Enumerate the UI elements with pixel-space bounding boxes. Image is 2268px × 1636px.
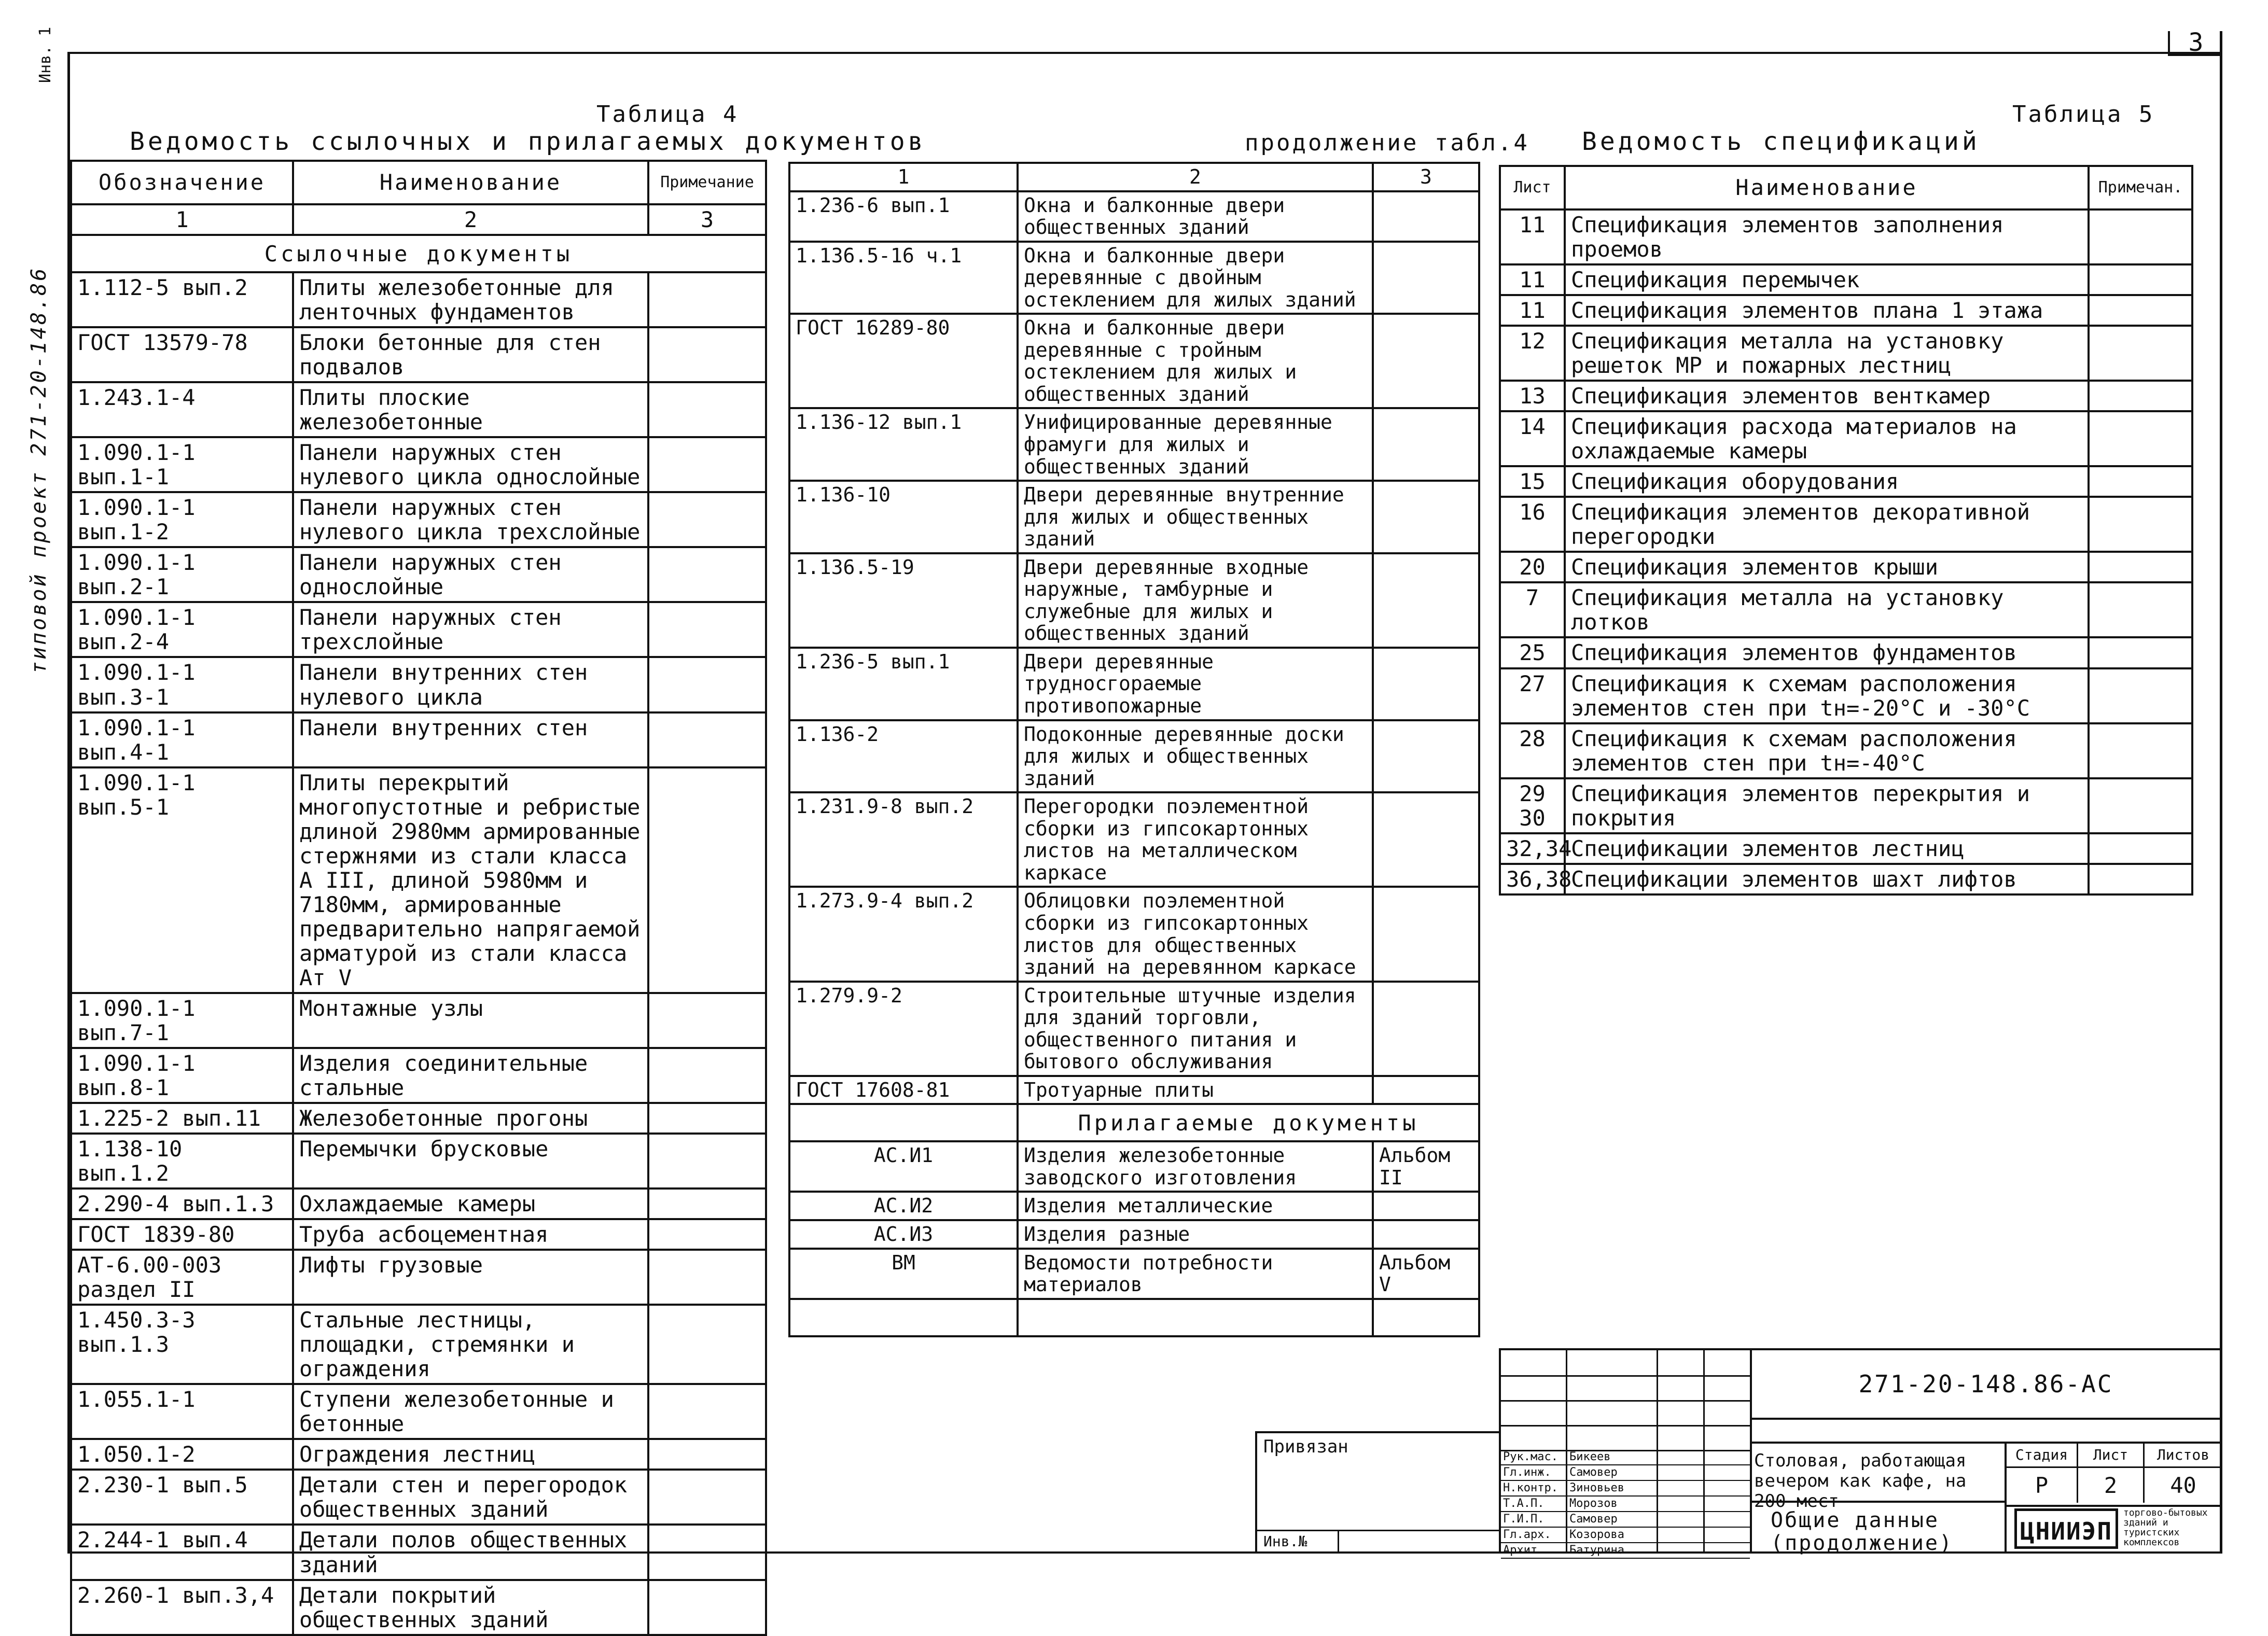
table-row (789, 792, 1479, 887)
document-name: Изделия металлические (1018, 1192, 1373, 1220)
spec-note (2089, 381, 2192, 411)
table-row (71, 547, 766, 602)
table4-continuation (788, 162, 1480, 1337)
table-row (1500, 497, 2192, 552)
document-note (648, 437, 766, 492)
table-row (789, 191, 1479, 242)
document-name: Труба асбоцементная (293, 1219, 648, 1250)
table-row (1500, 381, 2192, 411)
spec-sheet-number: 20 (1500, 552, 1565, 582)
table-row (71, 1470, 766, 1525)
stage-label: Стадия (2007, 1444, 2078, 1468)
document-code: 1.090.1-1 вып.1-2 (71, 492, 293, 547)
document-note (648, 993, 766, 1048)
spec-sheet-number: 15 (1500, 466, 1565, 497)
column-header: Наименование (293, 161, 648, 204)
table-row (71, 1250, 766, 1305)
title-block (1499, 1348, 2222, 1557)
spec-name: Спецификация элементов фундаментов (1565, 637, 2089, 668)
document-name: Тротуарные плиты (1018, 1076, 1373, 1104)
table-row (71, 327, 766, 382)
column-number: 3 (648, 204, 766, 235)
spec-sheet-number: 27 (1500, 668, 1565, 723)
document-code: 1.055.1-1 (71, 1384, 293, 1439)
spec-sheet-number: 28 (1500, 723, 1565, 778)
spec-sheet-number: 32,34 (1500, 833, 1565, 864)
document-name: Панели внутренних стен (293, 712, 648, 767)
signature-name: Самовер (1569, 1466, 1618, 1479)
document-note (648, 1525, 766, 1579)
document-code: АС.И2 (789, 1192, 1018, 1220)
table-row (71, 1103, 766, 1134)
table-row (71, 382, 766, 437)
column-number: 2 (1018, 163, 1373, 191)
table-row (71, 657, 766, 712)
document-note (1373, 648, 1479, 720)
document-note (1373, 792, 1479, 887)
signature-name: Морозов (1569, 1497, 1618, 1510)
table-row (1500, 637, 2192, 668)
spec-name: Спецификация элементов венткамер (1565, 381, 2089, 411)
table-row (789, 1076, 1479, 1104)
document-name: Подоконные деревянные доски для жилых и общественных зданий (1018, 720, 1373, 793)
stage-block (2007, 1442, 2222, 1507)
table-row (1500, 778, 2192, 833)
document-name: Железобетонные прогоны (293, 1103, 648, 1134)
table-row (1500, 668, 2192, 723)
column-header: Обозначение (71, 161, 293, 204)
document-note (1373, 887, 1479, 981)
org-logo: ЦНИИЭП (2014, 1508, 2118, 1549)
column-number: 1 (71, 204, 293, 235)
document-code: 1.090.1-1 вып.4-1 (71, 712, 293, 767)
table-row (71, 1525, 766, 1579)
document-note (648, 1250, 766, 1305)
document-name: Детали покрытий общественных зданий (293, 1580, 648, 1635)
document-name: Окна и балконные двери деревянные с двойным остеклением для жилых зданий (1018, 242, 1373, 314)
document-name: Стальные лестницы, площадки, стремянки и ограждения (293, 1305, 648, 1384)
document-note (648, 657, 766, 712)
table-row (71, 1384, 766, 1439)
document-note (1373, 1076, 1479, 1104)
document-code: 1.279.9-2 (789, 982, 1018, 1076)
spec-name: Спецификации элементов лестниц (1565, 833, 2089, 864)
document-code: 1.090.1-1 вып.2-1 (71, 547, 293, 602)
document-code: ВМ (789, 1249, 1018, 1299)
spec-name: Спецификация элементов крыши (1565, 552, 2089, 582)
signature-role: Гл.арх. (1503, 1528, 1551, 1541)
table4-cont-label: продолжение табл.4 (1245, 130, 1529, 156)
document-code: 2.230-1 вып.5 (71, 1470, 293, 1525)
document-code: ГОСТ 17608-81 (789, 1076, 1018, 1104)
document-code: 2.244-1 вып.4 (71, 1525, 293, 1579)
document-name: Ступени железобетонные и бетонные (293, 1384, 648, 1439)
table-row (1500, 833, 2192, 864)
table-row (71, 993, 766, 1048)
section-heading: Прилагаемые документы (1018, 1104, 1479, 1141)
table-row (1500, 166, 2192, 209)
frame-top (67, 52, 2220, 54)
table-row (1500, 411, 2192, 466)
document-note (1373, 314, 1479, 408)
document-name: Лифты грузовые (293, 1250, 648, 1305)
sheets-value: 40 (2170, 1473, 2196, 1498)
table-row (789, 982, 1479, 1076)
document-code: 1.090.1-1 вып.3-1 (71, 657, 293, 712)
org-subtitle: торгово-бытовых зданий и туристских комплексов (2123, 1507, 2208, 1548)
spec-note (2089, 209, 2192, 264)
document-note (648, 712, 766, 767)
table-row (789, 1104, 1479, 1141)
privyazan-label: Привязан (1263, 1436, 1348, 1457)
spec-note (2089, 552, 2192, 582)
signature-name: Батурина (1569, 1544, 1624, 1557)
spec-sheet-number: 11 (1500, 295, 1565, 326)
table-row (789, 887, 1479, 981)
spec-note (2089, 326, 2192, 381)
spec-sheet-number: 25 (1500, 637, 1565, 668)
section-heading: Ссылочные документы (71, 235, 766, 272)
spec-name: Спецификация к схемам расположения элементов стен при tн=-20°С и -30°С (1565, 668, 2089, 723)
signature-row (1501, 1450, 1750, 1465)
spec-name: Спецификация металла на установку лотков (1565, 582, 2089, 637)
spec-note (2089, 264, 2192, 295)
table-row (1500, 552, 2192, 582)
column-header: Примечан. (2089, 166, 2192, 209)
empty-cell (1373, 1299, 1479, 1336)
document-name: Перемычки брусковые (293, 1134, 648, 1188)
spec-sheet-number: 12 (1500, 326, 1565, 381)
table-row (789, 648, 1479, 720)
spec-sheet-number: 11 (1500, 264, 1565, 295)
table-row (71, 235, 766, 272)
spec-note (2089, 723, 2192, 778)
signature-list (1501, 1450, 1750, 1559)
spec-name: Спецификация элементов плана 1 этажа (1565, 295, 2089, 326)
table-row (789, 1192, 1479, 1220)
table-row (71, 272, 766, 327)
inv-label: Инв.№ (1263, 1533, 1307, 1550)
document-code: АС.И3 (789, 1220, 1018, 1249)
spec-name: Спецификация элементов заполнения проемов (1565, 209, 2089, 264)
document-note (648, 602, 766, 657)
table4 (70, 160, 767, 1636)
document-code: 1.136-2 (789, 720, 1018, 793)
document-name: Плиты железобетонные для ленточных фундаментов (293, 272, 648, 327)
spec-note (2089, 295, 2192, 326)
signature-role: Н.контр. (1503, 1481, 1558, 1494)
document-code: 1.090.1-1 вып.2-4 (71, 602, 293, 657)
privyazan-block (1255, 1431, 1501, 1554)
document-code: 2.290-4 вып.1.3 (71, 1188, 293, 1219)
spec-name: Спецификация перемычек (1565, 264, 2089, 295)
table-row (789, 242, 1479, 314)
table-row (71, 1219, 766, 1250)
column-header: Лист (1500, 166, 1565, 209)
sheet-value: 2 (2078, 1468, 2145, 1503)
signature-name: Бикеев (1569, 1450, 1611, 1463)
table-row (71, 1048, 766, 1103)
document-code: ГОСТ 13579-78 (71, 327, 293, 382)
stage-value: Р (2007, 1468, 2078, 1503)
document-note (648, 1048, 766, 1103)
signature-row (1501, 1512, 1750, 1528)
spec-name: Спецификация металла на установку решеток МР и пожарных лестниц (1565, 326, 2089, 381)
document-name: Унифицированные деревянные фрамуги для жилых и общественных зданий (1018, 408, 1373, 481)
document-name: Блоки бетонные для стен подвалов (293, 327, 648, 382)
table-row (789, 1141, 1479, 1192)
signature-grid (1501, 1350, 1752, 1557)
spec-sheet-number: 36,38 (1500, 864, 1565, 894)
table4-title: Ведомость ссылочных и прилагаемых документов (130, 127, 926, 156)
table-row (789, 481, 1479, 553)
document-name: Охлаждаемые камеры (293, 1188, 648, 1219)
document-code: 1.090.1-1 вып.8-1 (71, 1048, 293, 1103)
spec-name: Спецификация элементов декоративной перегородки (1565, 497, 2089, 552)
column-number: 3 (1373, 163, 1479, 191)
document-note (648, 1384, 766, 1439)
table-row (789, 408, 1479, 481)
spec-sheet-number: 13 (1500, 381, 1565, 411)
document-code: 1.138-10 вып.1.2 (71, 1134, 293, 1188)
document-note (1373, 191, 1479, 242)
document-code: 1.090.1-1 вып.5-1 (71, 767, 293, 993)
document-name: Перегородки поэлементной сборки из гипсокартонных листов на металлическом каркасе (1018, 792, 1373, 887)
signature-row (1501, 1528, 1750, 1543)
table-row (789, 1220, 1479, 1249)
spec-note (2089, 582, 2192, 637)
column-header: Примечание (648, 161, 766, 204)
document-name: Панели наружных стен трехслойные (293, 602, 648, 657)
document-name: Панели наружных стен однослойные (293, 547, 648, 602)
table5-label: Таблица 5 (2012, 101, 2155, 128)
spec-note (2089, 411, 2192, 466)
spec-sheet-number: 29 30 (1500, 778, 1565, 833)
document-code: ГОСТ 16289-80 (789, 314, 1018, 408)
document-code: 1.273.9-4 вып.2 (789, 887, 1018, 981)
signature-role: Т.А.П. (1503, 1497, 1545, 1510)
column-header: Наименование (1565, 166, 2089, 209)
document-note: Альбом II (1373, 1141, 1479, 1192)
spec-name: Спецификации элементов шахт лифтов (1565, 864, 2089, 894)
table4-label: Таблица 4 (596, 101, 739, 128)
table-row (1500, 466, 2192, 497)
document-note (1373, 720, 1479, 793)
margin-vertical-text: типовой проект 271-20-148.86 (27, 266, 51, 674)
signature-name: Зиновьев (1569, 1481, 1624, 1494)
document-code: 1.050.1-2 (71, 1439, 293, 1470)
table-row (789, 163, 1479, 191)
document-name: Двери деревянные внутренние для жилых и общественных зданий (1018, 481, 1373, 553)
document-note (1373, 242, 1479, 314)
document-name: Детали полов общественных зданий (293, 1525, 648, 1579)
document-name: Панели наружных стен нулевого цикла трехслойные (293, 492, 648, 547)
document-code: 1.136-12 вып.1 (789, 408, 1018, 481)
spec-name: Спецификация расхода материалов на охлаждаемые камеры (1565, 411, 2089, 466)
table-row (71, 204, 766, 235)
document-note (648, 1134, 766, 1188)
document-note (648, 1219, 766, 1250)
document-name: Детали стен и перегородок общественных зданий (293, 1470, 648, 1525)
document-name: Ограждения лестниц (293, 1439, 648, 1470)
document-name: Изделия соединительные стальные (293, 1048, 648, 1103)
empty-cell (789, 1299, 1018, 1336)
document-name: Плиты плоские железобетонные (293, 382, 648, 437)
document-code: АС.И1 (789, 1141, 1018, 1192)
signature-role: Г.И.П. (1503, 1513, 1545, 1526)
document-name: Панели внутренних стен нулевого цикла (293, 657, 648, 712)
document-note (648, 547, 766, 602)
document-code: 1.243.1-4 (71, 382, 293, 437)
document-name: Облицовки поэлементной сборки из гипсокартонных листов для общественных зданий на деревянном каркасе (1018, 887, 1373, 981)
sheet-title: Общие данные (продолжение) (1750, 1503, 2007, 1554)
table-row (71, 1439, 766, 1470)
document-note (648, 767, 766, 993)
document-name: Изделия разные (1018, 1220, 1373, 1249)
margin-top-code: Инв. 1 (36, 26, 54, 83)
table-row (71, 767, 766, 993)
table-row (71, 161, 766, 204)
document-note (1373, 1220, 1479, 1249)
document-code: 1.236-6 вып.1 (789, 191, 1018, 242)
document-note (1373, 553, 1479, 648)
table-row (789, 720, 1479, 793)
document-name: Окна и балконные двери общественных зданий (1018, 191, 1373, 242)
document-note: Альбом V (1373, 1249, 1479, 1299)
table-row (71, 1188, 766, 1219)
table-row (1500, 264, 2192, 295)
document-code: 1.136-10 (789, 481, 1018, 553)
doc-code: 271-20-148.86-АС (1750, 1350, 2222, 1420)
document-name: Двери деревянные трудносгораемые противопожарные (1018, 648, 1373, 720)
document-code: 1.236-5 вып.1 (789, 648, 1018, 720)
document-code: 1.225-2 вып.11 (71, 1103, 293, 1134)
signature-row (1501, 1481, 1750, 1497)
signature-name: Самовер (1569, 1513, 1618, 1526)
spec-sheet-number: 11 (1500, 209, 1565, 264)
spec-sheet-number: 7 (1500, 582, 1565, 637)
table-row (1500, 295, 2192, 326)
table-row (71, 1134, 766, 1188)
sheets-label: Листов (2145, 1444, 2222, 1468)
signature-row (1501, 1543, 1750, 1559)
column-number: 1 (789, 163, 1018, 191)
signature-role: Архит. (1503, 1544, 1545, 1557)
document-note (648, 272, 766, 327)
spec-note (2089, 637, 2192, 668)
signature-role: Рук.мас. (1503, 1450, 1558, 1463)
document-note (648, 1439, 766, 1470)
document-code: 1.136.5-16 ч.1 (789, 242, 1018, 314)
spec-sheet-number: 16 (1500, 497, 1565, 552)
document-note (1373, 408, 1479, 481)
table-row (789, 1299, 1479, 1336)
spec-note (2089, 668, 2192, 723)
document-note (1373, 481, 1479, 553)
table-row (789, 1249, 1479, 1299)
table-row (1500, 209, 2192, 264)
sheet-number: 3 (2168, 31, 2222, 56)
spec-note (2089, 864, 2192, 894)
empty-cell (1018, 1299, 1373, 1336)
table-row (1500, 864, 2192, 894)
spec-note (2089, 833, 2192, 864)
document-note (648, 382, 766, 437)
document-note (648, 1305, 766, 1384)
spec-sheet-number: 14 (1500, 411, 1565, 466)
table5-title: Ведомость спецификаций (1582, 127, 1980, 156)
document-code: 1.112-5 вып.2 (71, 272, 293, 327)
document-name: Двери деревянные входные наружные, тамбурные и служебные для жилых и общественных зданий (1018, 553, 1373, 648)
document-note (648, 492, 766, 547)
document-name: Монтажные узлы (293, 993, 648, 1048)
document-note (648, 327, 766, 382)
document-name: Панели наружных стен нулевого цикла однослойные (293, 437, 648, 492)
document-note (648, 1470, 766, 1525)
table-row (71, 602, 766, 657)
spec-note (2089, 497, 2192, 552)
frame-right (2220, 31, 2222, 1553)
spec-name: Спецификация элементов перекрытия и покрытия (1565, 778, 2089, 833)
table-row (71, 1305, 766, 1384)
table-row (1500, 326, 2192, 381)
document-code: ГОСТ 1839-80 (71, 1219, 293, 1250)
document-code: 2.260-1 вып.3,4 (71, 1580, 293, 1635)
document-note (648, 1580, 766, 1635)
document-code: 1.136.5-19 (789, 553, 1018, 648)
document-note (1373, 1192, 1479, 1220)
document-note (1373, 982, 1479, 1076)
document-code: 1.090.1-1 вып.7-1 (71, 993, 293, 1048)
table-row (71, 437, 766, 492)
document-note (648, 1103, 766, 1134)
spec-note (2089, 778, 2192, 833)
document-name: Плиты перекрытий многопустотные и ребристые длиной 2980мм армированные стержнями из стали класса А III, длиной 5980мм и 7180мм, армированные предварительно напрягаемой арматурой из стали класса Ат V (293, 767, 648, 993)
empty-cell (789, 1104, 1018, 1141)
document-name: Окна и балконные двери деревянные с тройным остеклением для жилых и общественных зданий (1018, 314, 1373, 408)
document-name: Строительные штучные изделия для зданий торговли, общественного питания и бытового обслуживания (1018, 982, 1373, 1076)
table-row (789, 553, 1479, 648)
spec-note (2089, 466, 2192, 497)
sheet-label: Лист (2078, 1444, 2145, 1468)
document-name: Изделия железобетонные заводского изготовления (1018, 1141, 1373, 1192)
spec-name: Спецификация к схемам расположения элементов стен при tн=-40°С (1565, 723, 2089, 778)
table-row (789, 314, 1479, 408)
table-row (1500, 723, 2192, 778)
document-code: АТ-6.00-003 раздел II (71, 1250, 293, 1305)
spec-name: Спецификация оборудования (1565, 466, 2089, 497)
table5 (1499, 165, 2193, 896)
document-code: 1.231.9-8 вып.2 (789, 792, 1018, 887)
table-row (71, 712, 766, 767)
column-number: 2 (293, 204, 648, 235)
signature-row (1501, 1497, 1750, 1512)
document-note (648, 1188, 766, 1219)
table-row (71, 1580, 766, 1635)
document-name: Ведомости потребности материалов (1018, 1249, 1373, 1299)
document-code: 1.090.1-1 вып.1-1 (71, 437, 293, 492)
building-name: Столовая, работающая вечером как кафе, на 200 мест (1750, 1442, 2007, 1503)
signature-row (1501, 1465, 1750, 1481)
table-row (71, 492, 766, 547)
signature-name: Козорова (1569, 1528, 1624, 1541)
signature-role: Гл.инж. (1503, 1466, 1551, 1479)
document-code: 1.450.3-3 вып.1.3 (71, 1305, 293, 1384)
table-row (1500, 582, 2192, 637)
